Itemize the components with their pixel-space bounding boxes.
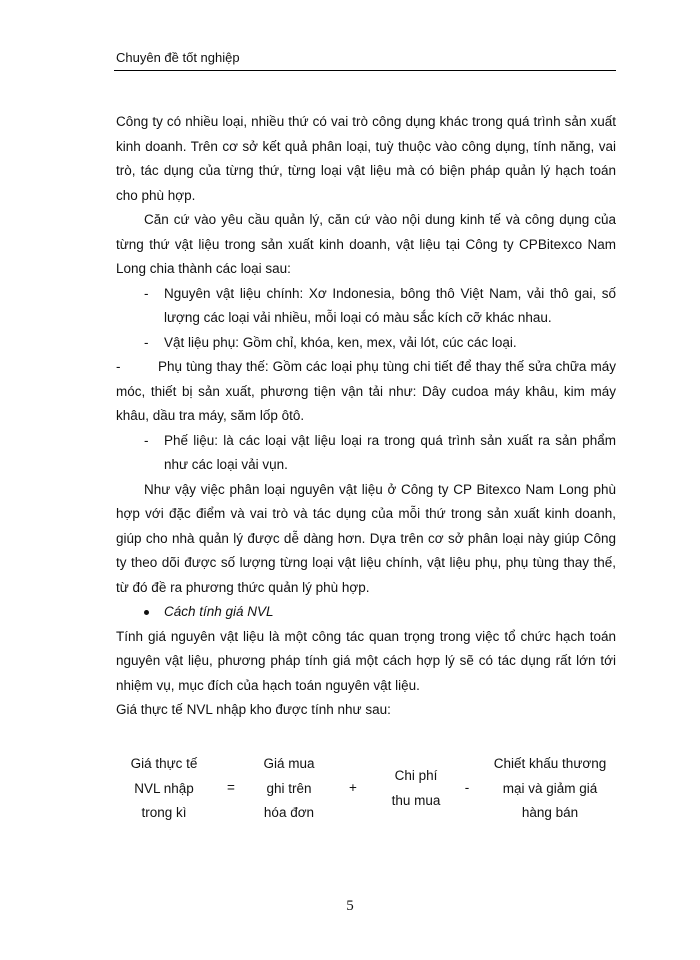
formula-term-actual-price: Giá thực tế NVL nhập trong kì xyxy=(130,756,198,820)
list-item xyxy=(116,282,616,331)
dash-marker: - xyxy=(144,432,149,448)
list-item xyxy=(116,355,616,429)
list-item-text: Phụ tùng thay thế: Gồm các loại phụ tùng chi tiết để thay thế sửa chữa máy móc, thiết bị sản xuất, phương tiện vận tải như: Dây cudoa máy khâu, kim máy khâu, dầu tra máy, săm lốp ôtô. xyxy=(116,359,616,423)
dash-marker: - xyxy=(144,334,149,350)
paragraph-summary: Như vậy việc phân loại nguyên vật liệu ở Công ty CP Bitexco Nam Long phù hợp với đặc điểm và vai trò và tác dụng của mỗi thứ trong sản xuất kinh doanh, giúp cho nhà quản lý được dễ dàng hơn. Dựa trên cơ sở phân loại này giúp Công ty theo dõi được số lượng từng loại vật liệu chính, vật liệu phụ, phụ tùng thay thế, từ đó đề ra phương thức quản lý phù hợp. xyxy=(116,481,616,595)
paragraph-pricing: Tính giá nguyên vật liệu là một công tác quan trọng trong việc tổ chức hạch toán nguyên vật liệu, phương pháp tính giá một cách hợp lý sẽ có tác dụng rất lớn tới nhiệm vụ, mục đích của hạch toán nguyên vật liệu. xyxy=(116,628,616,693)
formula-intro: Giá thực tế NVL nhập kho được tính như sau: xyxy=(116,702,391,717)
formula-minus-sign: - xyxy=(464,780,470,795)
list-item-text: Vật liệu phụ: Gồm chỉ, khóa, ken, mex, vải lót, cúc các loại. xyxy=(164,334,517,350)
section-bullet xyxy=(116,600,616,625)
formula-term-purchase-cost: Chi phí thu mua xyxy=(391,768,441,808)
paragraph-classification: Căn cứ vào yêu cầu quản lý, căn cứ vào nội dung kinh tế và công dụng của từng thứ vật liệu trong sản xuất kinh doanh, vật liệu tại Công ty CPBitexco Nam Long chia thành các loại sau: xyxy=(116,212,616,276)
formula-term-purchase-price: Giá mua ghi trên hóa đơn xyxy=(263,756,315,820)
list-item-text: Phế liệu: là các loại vật liệu loại ra trong quá trình sản xuất ra sản phẩm như các loại vải vụn. xyxy=(164,432,616,472)
header-title: Chuyên đề tốt nghiệp xyxy=(116,50,240,65)
bullet-dot-icon xyxy=(144,610,149,615)
section-heading: Cách tính giá NVL xyxy=(164,604,274,619)
list-item-text: Nguyên vật liệu chính: Xơ Indonesia, bông thô Việt Nam, vải thô gai, số lượng các loại vải nhiều, mỗi loại có màu sắc kích cỡ khác nhau. xyxy=(164,285,616,325)
document-body xyxy=(116,110,616,723)
formula-plus-sign: + xyxy=(349,780,357,795)
list-item xyxy=(116,331,616,356)
list-item xyxy=(116,429,616,478)
dash-marker: - xyxy=(116,359,121,374)
paragraph-intro: Công ty có nhiều loại, nhiều thứ có vai trò công dụng khác trong quá trình sản xuất kinh doanh. Trên cơ sở kết quả phân loại, tuỳ thuộc vào công dụng, tính năng, vai trò, tác dụng của từng thứ, từng loại vật liệu mà có biện pháp quản lý hạch toán cho phù hợp. xyxy=(116,114,616,203)
header-divider xyxy=(114,70,616,71)
formula-equals-sign: = xyxy=(227,780,235,795)
dash-marker: - xyxy=(144,285,149,301)
formula-term-discount: Chiết khấu thương mại và giảm giá hàng bán xyxy=(493,756,607,820)
page-number: 5 xyxy=(346,898,354,914)
